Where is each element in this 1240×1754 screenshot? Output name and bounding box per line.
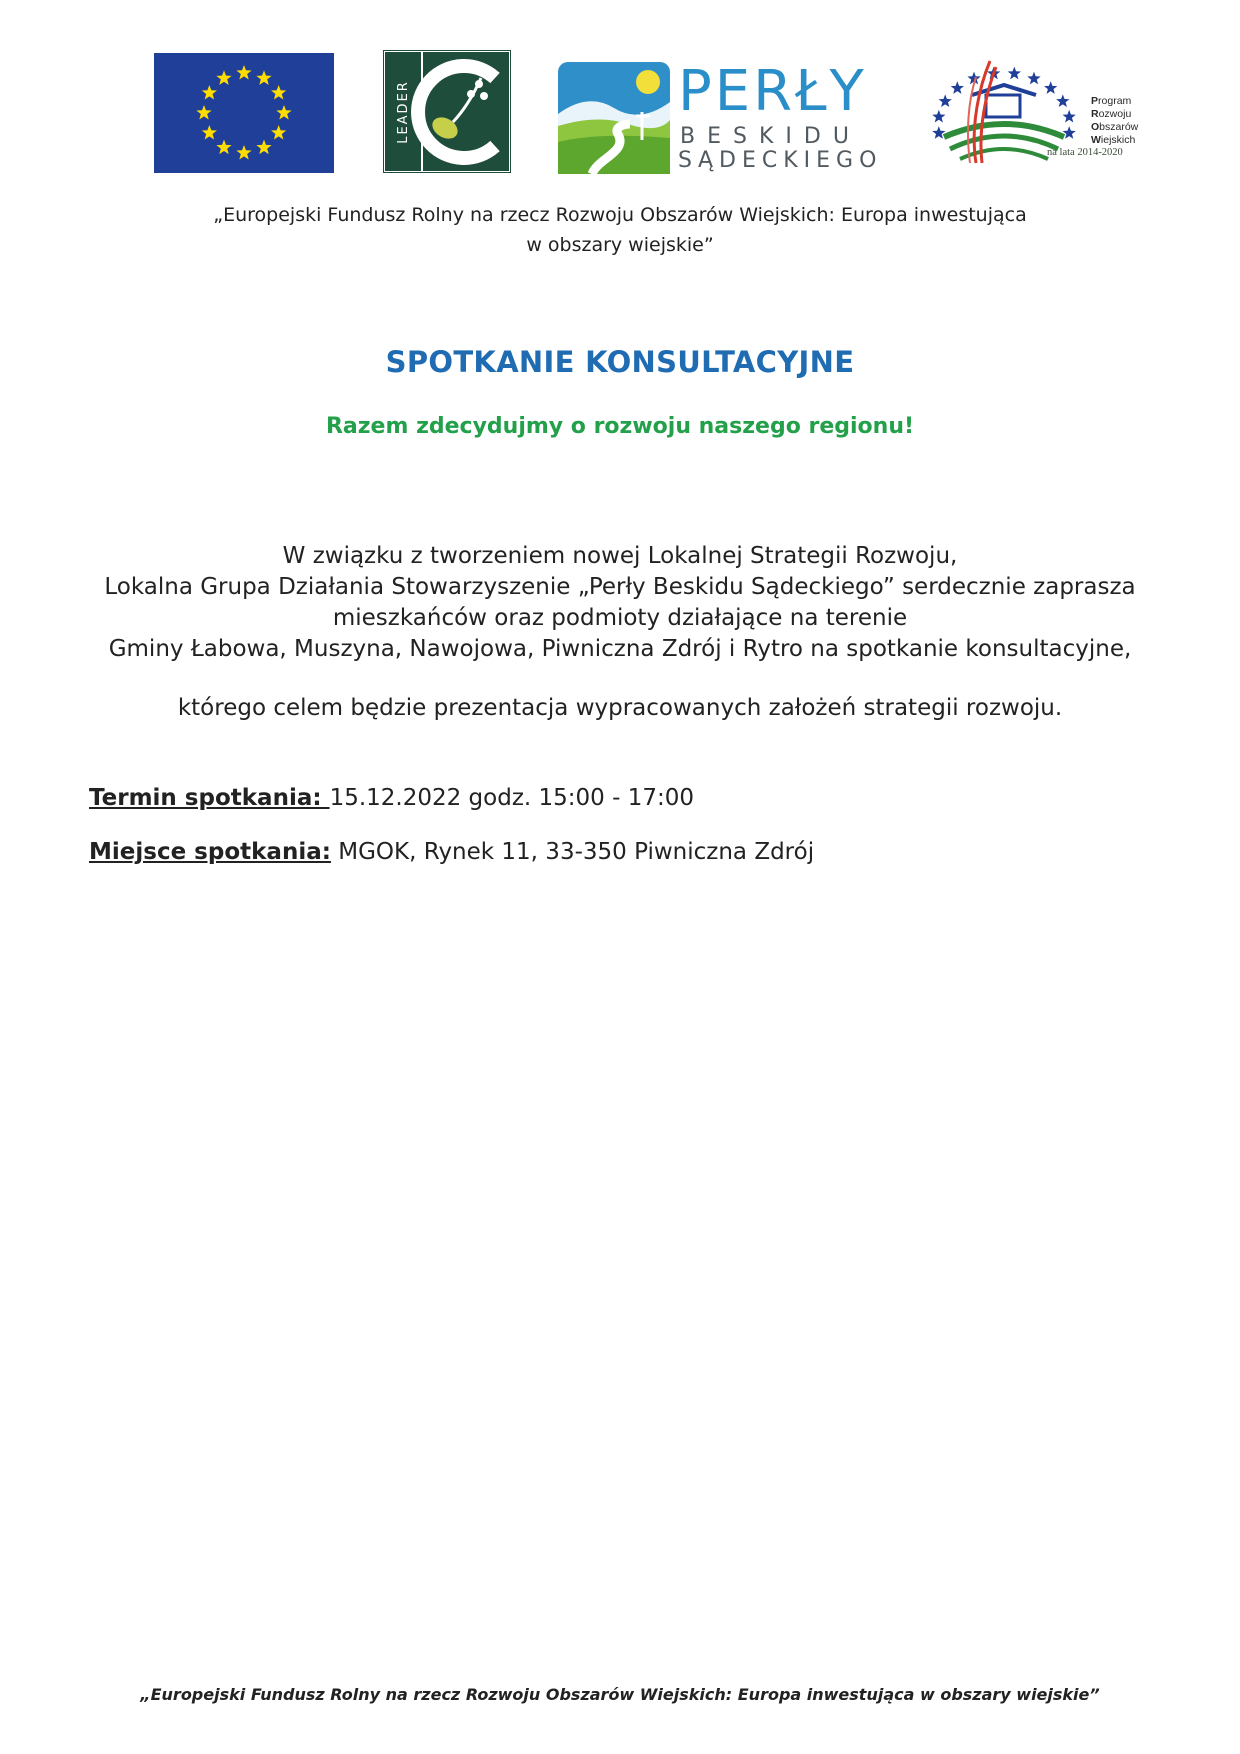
meeting-place-value: MGOK, Rynek 11, 33-350 Piwniczna Zdrój (330, 839, 815, 865)
header-caption-line-1: „Europejski Fundusz Rolny na rzecz Rozwoju Obszarów Wiejskich: Europa inwestująca (213, 204, 1027, 226)
leader-logo (383, 50, 511, 173)
prow-word-wiejskich: Wiejskich (1091, 134, 1136, 146)
perly-beskidu-logo (558, 59, 891, 176)
invitation-paragraph (0, 541, 1240, 665)
page-title: SPOTKANIE KONSULTACYJNE (385, 345, 855, 379)
perly-sadeckiego-text: SĄDECKIEGO (678, 148, 883, 173)
eu-flag-logo (154, 53, 334, 173)
header-caption (0, 200, 1240, 260)
perly-beskidu-text: BESKIDU (680, 124, 861, 149)
meeting-place-label: Miejsce spotkania: (89, 839, 331, 865)
eu-flag-icon (154, 53, 334, 173)
prow-star (939, 94, 952, 107)
prow-word-rozwoju: Rozwoju (1091, 108, 1132, 120)
leader-text: LEADER (396, 80, 411, 144)
meeting-date-value: 15.12.2022 godz. 15:00 - 17:00 (329, 785, 695, 811)
prow-star (1027, 72, 1040, 85)
prow-star (1063, 110, 1076, 123)
prow-star (1044, 81, 1057, 94)
prow-star (1008, 67, 1021, 80)
prow-star (1056, 94, 1069, 107)
prow-logo (924, 55, 1154, 175)
header-caption-line-2: w obszary wiejskie” (526, 234, 714, 256)
page-subtitle: Razem zdecydujmy o rozwoju naszego regionu! (325, 414, 915, 439)
prow-years: na lata 2014-2020 (1047, 147, 1123, 158)
prow-star (1063, 126, 1076, 139)
invitation-line-2: Lokalna Grupa Działania Stowarzyszenie „Perły Beskidu Sądeckiego” serdecznie zaprasza (104, 574, 1136, 600)
prow-star (932, 126, 945, 139)
prow-word-program: Program (1091, 95, 1132, 107)
purpose-text: którego celem będzie prezentacja wypracowanych założeń strategii rozwoju. (177, 695, 1063, 721)
footer-caption: „Europejski Fundusz Rolny na rzecz Rozwoju Obszarów Wiejskich: Europa inwestująca w obszary wiejskie” (140, 1685, 1100, 1704)
landscape-road-icon (558, 62, 670, 174)
perly-title: PERŁY (678, 59, 867, 124)
prow-star (951, 81, 964, 94)
invitation-line-1: W związku z tworzeniem nowej Lokalnej Strategii Rozwoju, (282, 543, 958, 569)
prow-word-obszarow: Obszarów (1091, 121, 1139, 133)
meeting-date-row (89, 785, 694, 811)
meeting-place-row (89, 839, 814, 865)
prow-star (932, 110, 945, 123)
invitation-line-4: Gminy Łabowa, Muszyna, Nawojowa, Piwniczna Zdrój i Rytro na spotkanie konsultacyjne, (108, 636, 1132, 662)
meeting-date-label: Termin spotkania: (89, 785, 330, 811)
invitation-line-3: mieszkańców oraz podmioty działające na terenie (332, 605, 908, 631)
leader-icon (383, 50, 511, 173)
